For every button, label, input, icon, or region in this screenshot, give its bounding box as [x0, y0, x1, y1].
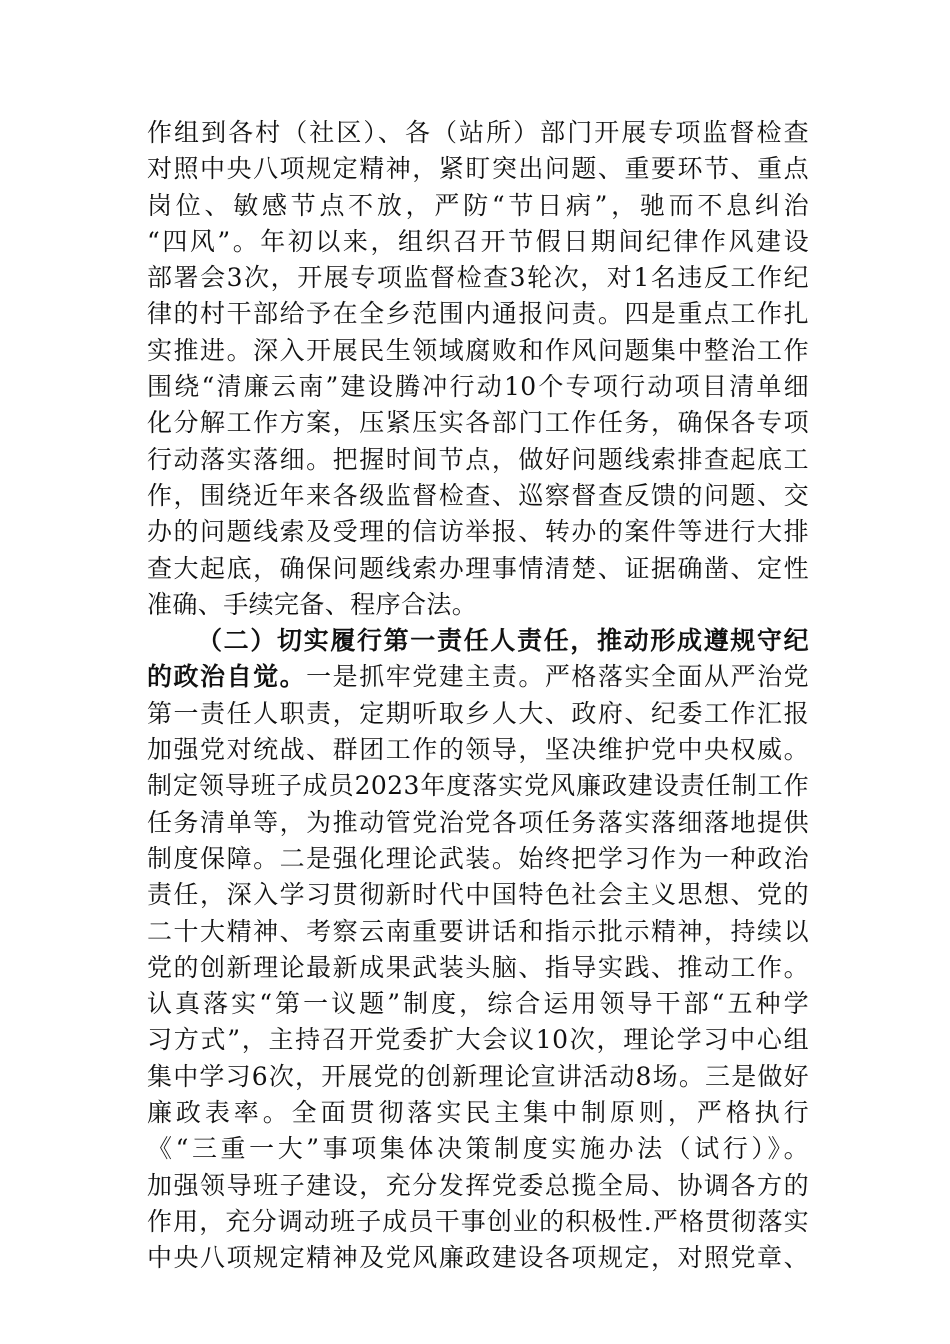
text-line: 化分解工作方案，压紧压实各部门工作任务，确保各专项 — [147, 408, 809, 438]
text-line: 第一责任人职责，定期听取乡人大、政府、纪委工作汇报 — [147, 698, 809, 728]
section-heading-line: （二）切实履行第一责任人责任，推动形成遵规守纪 — [197, 626, 809, 656]
text-line: 责任，深入学习贯彻新时代中国特色社会主义思想、党的 — [147, 880, 809, 910]
text-line: 行动落实落细。把握时间节点，做好问题线索排查起底工 — [147, 444, 809, 474]
text-line: 作用，充分调动班子成员干事创业的积极性.严格贯彻落实 — [147, 1206, 809, 1236]
paragraph-end-line: 准确、手续完备、程序合法。 — [147, 589, 478, 619]
text-line: 认真落实“第一议题”制度，综合运用领导干部“五种学 — [147, 989, 809, 1019]
text-line: 制度保障。二是强化理论武装。始终把学习作为一种政治 — [147, 843, 809, 873]
text-line: 办的问题线索及受理的信访举报、转办的案件等进行大排 — [147, 517, 809, 547]
text-line: 岗位、敏感节点不放，严防“节日病”，驰而不息纠治 — [147, 190, 809, 220]
text-line: 党的创新理论最新成果武装头脑、指导实践、推动工作。 — [147, 952, 809, 982]
text-line: 作组到各村（社区）、各（站所）部门开展专项监督检查 — [147, 118, 809, 147]
text-line: 实推进。深入开展民生领域腐败和作风问题集中整治工作 — [147, 335, 809, 365]
text-line: 加强党对统战、群团工作的领导，坚决维护党中央权威。 — [147, 735, 809, 765]
text-line: 制定领导班子成员2023年度落实党风廉政建设责任制工作 — [147, 771, 809, 801]
text-line: 中央八项规定精神及党风廉政建设各项规定，对照党章、 — [147, 1243, 809, 1273]
text-line: 查大起底，确保问题线索办理事情清楚、证据确凿、定性 — [147, 553, 809, 583]
text-line: 作，围绕近年来各级监督检查、巡察督查反馈的问题、交 — [147, 480, 809, 510]
text-line: 廉政表率。全面贯彻落实民主集中制原则，严格执行 — [147, 1098, 809, 1128]
text-line: 习方式”，主持召开党委扩大会议10次，理论学习中心组 — [147, 1025, 809, 1055]
text-line: 加强领导班子建设，充分发挥党委总揽全局、协调各方的 — [147, 1170, 809, 1200]
text-line: 任务清单等，为推动管党治党各项任务落实落细落地提供 — [147, 807, 809, 837]
text-line: 围绕“清廉云南”建设腾冲行动10个专项行动项目清单细 — [147, 372, 809, 402]
text-line: 对照中央八项规定精神，紧盯突出问题、重要环节、重点 — [147, 154, 809, 184]
text-line: 《“三重一大”事项集体决策制度实施办法（试行）》。 — [147, 1134, 809, 1164]
text-line: 二十大精神、考察云南重要讲话和指示批示精神，持续以 — [147, 916, 809, 946]
document-body — [147, 115, 809, 1277]
text-line: 集中学习6次，开展党的创新理论宣讲活动8场。三是做好 — [147, 1061, 809, 1091]
text-line: 部署会3次，开展专项监督检查3轮次，对1名违反工作纪 — [147, 263, 809, 293]
text-line: “四风”。年初以来，组织召开节假日期间纪律作风建设 — [147, 226, 809, 256]
section-heading-tail-line — [147, 659, 809, 695]
text-line: 律的村干部给予在全乡范围内通报问责。四是重点工作扎 — [147, 299, 809, 329]
section-heading-tail: 的政治自觉。 — [147, 662, 307, 692]
body-text-run: 一是抓牢党建主责。严格落实全面从严治党 — [306, 662, 809, 692]
